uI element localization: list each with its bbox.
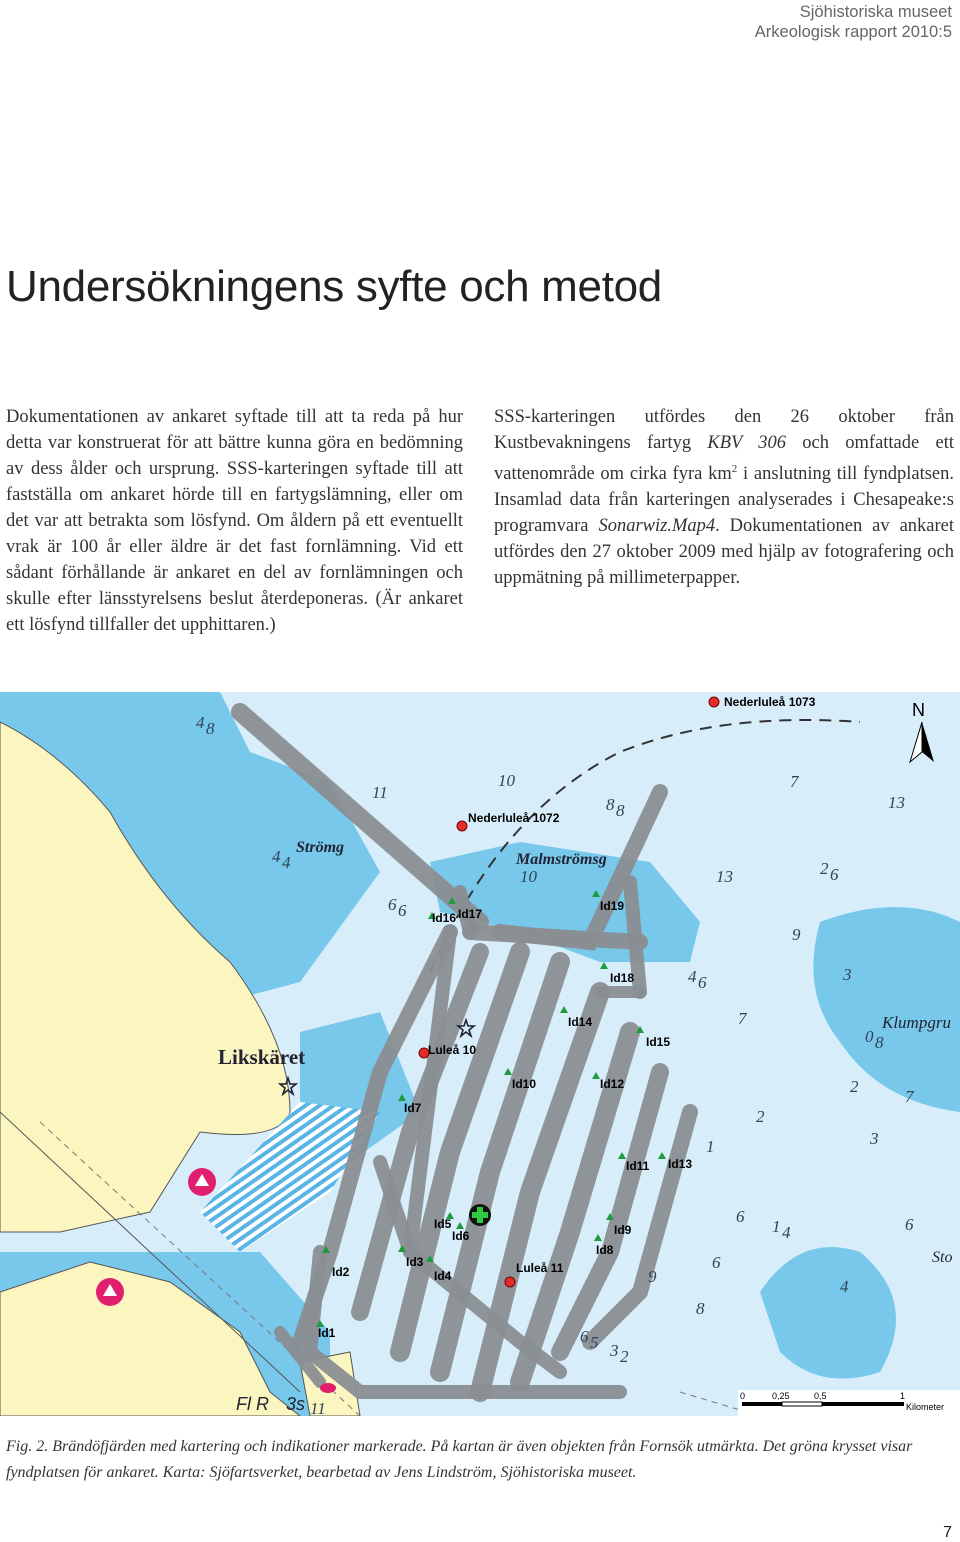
svg-text:Id2: Id2 [332, 1265, 350, 1279]
figure-caption [6, 1434, 956, 1486]
scale-bar [738, 1390, 960, 1416]
svg-text:6: 6 [736, 1207, 745, 1226]
svg-text:4: 4 [782, 1223, 791, 1242]
running-header [755, 2, 952, 42]
beacon-icon [320, 1383, 336, 1393]
svg-text:7: 7 [790, 772, 799, 791]
svg-text:3: 3 [610, 1341, 619, 1360]
site-nl1072: Nederluleå 1072 [468, 811, 560, 825]
header-museum: Sjöhistoriska museet [799, 3, 952, 21]
svg-text:4: 4 [272, 847, 281, 866]
svg-text:7: 7 [905, 1087, 914, 1106]
place-likskaret: Likskäret [218, 1045, 306, 1069]
svg-text:Id6: Id6 [452, 1229, 470, 1243]
svg-text:Id8: Id8 [596, 1243, 614, 1257]
svg-text:Id14: Id14 [568, 1015, 593, 1029]
svg-text:N: N [912, 700, 925, 720]
svg-text:4: 4 [282, 853, 291, 872]
svg-text:8: 8 [606, 795, 615, 814]
svg-text:0,25: 0,25 [772, 1391, 790, 1401]
svg-text:11: 11 [372, 783, 388, 802]
svg-text:Id9: Id9 [614, 1223, 632, 1237]
svg-text:Id15: Id15 [646, 1035, 671, 1049]
vessel-name: KBV 306 [707, 433, 787, 453]
svg-text:0: 0 [740, 1391, 746, 1401]
svg-text:3: 3 [843, 965, 852, 984]
svg-text:8: 8 [206, 719, 215, 738]
svg-text:3: 3 [870, 1129, 879, 1148]
place-sto: Sto [932, 1249, 953, 1266]
site-luleå11: Luleå 11 [516, 1261, 564, 1275]
svg-text:4: 4 [196, 713, 205, 732]
svg-text:Id13: Id13 [668, 1157, 693, 1171]
place-klumpgr: Klumpgru [882, 1013, 951, 1032]
svg-text:1: 1 [772, 1217, 781, 1236]
svg-text:10: 10 [498, 771, 515, 790]
anchor-find-cross-icon [469, 1204, 491, 1226]
svg-text:6: 6 [830, 865, 839, 884]
svg-text:13: 13 [888, 793, 905, 812]
svg-text:2: 2 [820, 859, 829, 878]
page-title: Undersökningens syfte och metod [6, 262, 662, 311]
place-flr: Fl R [236, 1394, 269, 1414]
svg-text:2: 2 [850, 1077, 859, 1096]
place-stromg: Strömg [296, 839, 345, 856]
svg-text:9: 9 [648, 1267, 657, 1286]
svg-text:6: 6 [712, 1253, 721, 1272]
svg-text:0: 0 [865, 1027, 874, 1046]
svg-text:1: 1 [706, 1137, 715, 1156]
svg-text:10: 10 [520, 867, 537, 886]
svg-text:4: 4 [840, 1277, 849, 1296]
place-3s: 3s [286, 1394, 306, 1414]
site-luleå10: Luleå 10 [428, 1043, 477, 1057]
svg-text:7: 7 [738, 1009, 747, 1028]
page-number: 7 [943, 1524, 952, 1541]
svg-text:2: 2 [620, 1347, 629, 1366]
svg-text:Id10: Id10 [512, 1077, 537, 1091]
svg-text:8: 8 [616, 801, 625, 820]
svg-text:6: 6 [398, 901, 407, 920]
body-column-right: SSS-karteringen utfördes den 26 oktober från Kustbevakningens fartyg KBV 306 och omfattade ett vattenområde om cirka fyra $km^2$ i anslutning till fyndplatsen. Insamlad data från karteringen analyserades i Chesapeake:s programvara Sonarwiz.Map4. Dokumentationen av ankaret utfördes den 27 oktober 2009 med hjälp av fotografering och uppmätning på millimeterpapper. [494, 407, 954, 589]
site-nl1073: Nederluleå 1073 [724, 695, 816, 709]
svg-text:4: 4 [688, 967, 697, 986]
svg-text:6: 6 [388, 895, 397, 914]
svg-text:Id11: Id11 [626, 1159, 650, 1173]
svg-text:Id16: Id16 [432, 911, 457, 925]
svg-text:6: 6 [698, 973, 707, 992]
figure-number: Fig. 2. [6, 1438, 49, 1455]
svg-text:Id7: Id7 [404, 1101, 422, 1115]
svg-text:Id19: Id19 [600, 899, 625, 913]
place-malmstroms: Malmströmsg [516, 851, 607, 868]
svg-text:9: 9 [792, 925, 801, 944]
svg-text:Id12: Id12 [600, 1077, 625, 1091]
svg-text:6: 6 [905, 1215, 914, 1234]
svg-text:Id3: Id3 [406, 1255, 424, 1269]
svg-text:6: 6 [580, 1327, 589, 1346]
svg-text:2: 2 [756, 1107, 765, 1126]
svg-text:Id18: Id18 [610, 971, 635, 985]
body-column-left: Dokumentationen av ankaret syftade till att ta reda på hur detta var konstruerat för att bättre kunna göra en bedömning av dess ålder och ursprung. SSS-karteringen syftade till att fastställa om ankaret hörde till en fartygslämning, eller om det var att betrakta som lösfynd. Om åldern på ett eventuellt vrak är 100 år eller äldre är det fast fornlämning. Vid ett sådant förhållande är ankaret en del av fornlämningen och skulle efter länsstyrelsens beslut återdeponeras. (Är ankaret ett lösfynd tillfaller det upphittaren.) [6, 407, 463, 635]
svg-text:8: 8 [875, 1033, 884, 1052]
svg-text:Id17: Id17 [458, 907, 483, 921]
survey-map [0, 692, 960, 1416]
caption-text: Brändöfjärden med kartering och indikationer markerade. På kartan är även objekten från Fornsök utmärkta. Det gröna krysset visar fyndplatsen för ankaret. Karta: Sjöfartsverket, bearbetad av Jens Lindström, Sjöhistoriska museet. [6, 1438, 913, 1481]
svg-text:Id5: Id5 [434, 1217, 452, 1231]
svg-text:Id4: Id4 [434, 1269, 452, 1283]
software-name: Sonarwiz.Map4 [598, 516, 716, 537]
header-report: Arkeologisk rapport 2010:5 [754, 23, 952, 41]
svg-text:1: 1 [900, 1391, 906, 1401]
svg-text:Kilometer: Kilometer [906, 1402, 945, 1412]
svg-text:13: 13 [716, 867, 733, 886]
svg-text:8: 8 [696, 1299, 705, 1318]
svg-text:Id1: Id1 [318, 1326, 336, 1340]
svg-text:5: 5 [590, 1333, 599, 1352]
svg-text:11: 11 [310, 1399, 326, 1416]
svg-text:0,5: 0,5 [814, 1391, 827, 1401]
